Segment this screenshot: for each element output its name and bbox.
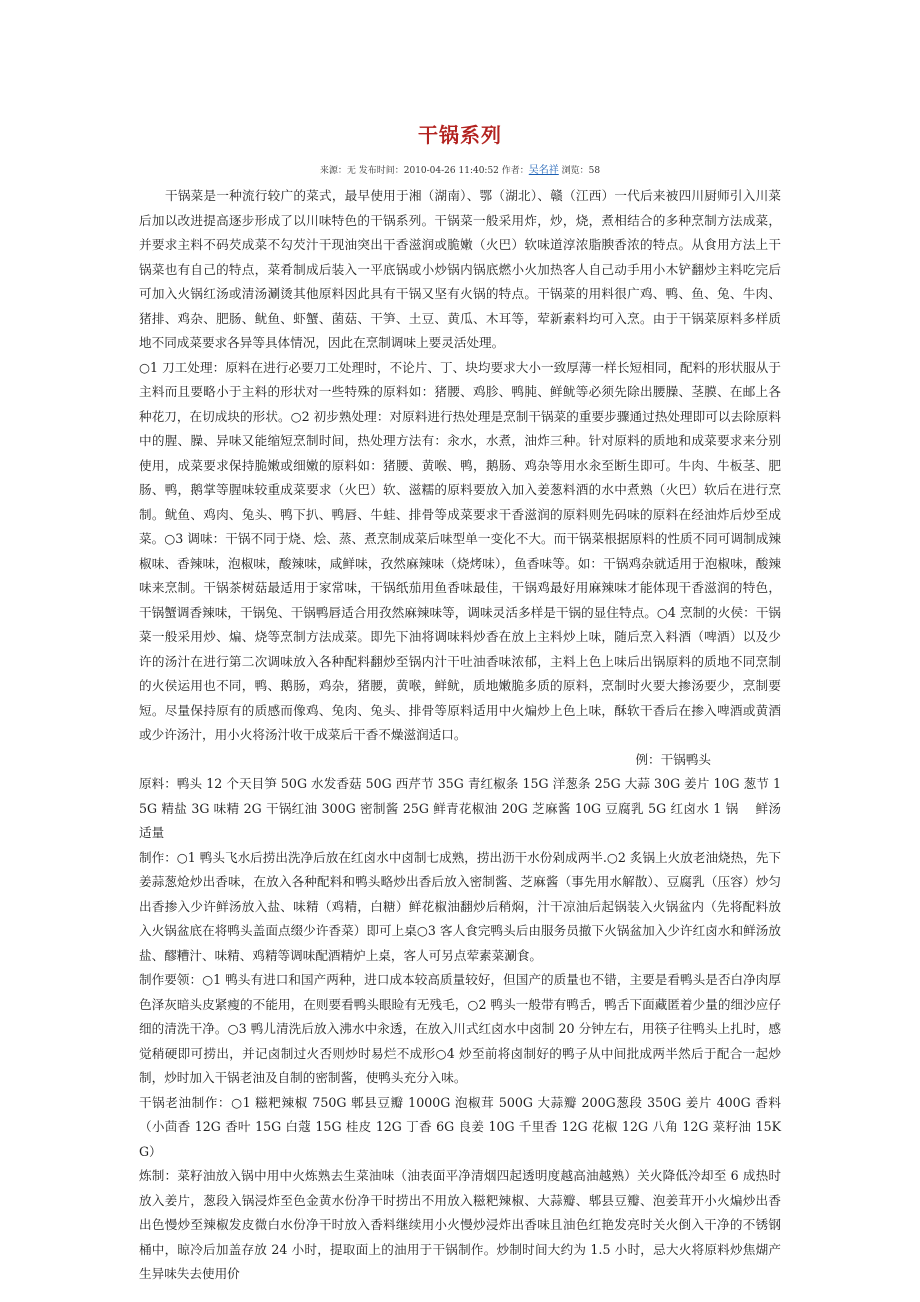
example-heading: 例：干锅鸭头: [635, 751, 711, 767]
oil-recipe-paragraph: 干锅老油制作：○1 糍粑辣椒 750G 郫县豆瓣 1000G 泡椒茸 500G 大蒜瓣 200G葱段 350G 姜片 400G 香料（小茴香 12G 香叶 15G 白蔻 15G 桂皮 12G 丁香 6G 良姜 10G 千里香 12G 花椒 12G 八角 12G 菜籽油 15KG）: [139, 1094, 781, 1159]
author-link[interactable]: 吴名祥: [528, 165, 559, 176]
method-paragraph: 制作：○1 鸭头飞水后捞出洗净后放在红卤水中卤制七成熟，捞出沥干水份剁成两半.○2 炙锅上火放老油烧热，先下姜蒜葱炝炒出香味，在放入各种配料和鸭头略炒出香后放入密制酱、芝麻酱（事先用水解散）、豆腐乳（压容）炒匀出香掺入少许鲜汤放入盐、味精（鸡精，白糖）鲜花椒油翻炒后稍焖，汁干凉油后起锅装入火锅盆内（先将配料放入火锅盆底在将鸭头盖面点缀少许香菜）即可上桌○3 客人食完鸭头后由服务员撤下火锅盆加入少许红卤水和鲜汤放盐、醪糟汁、味精、鸡精等调味配酒精炉上桌，客人可另点荤素菜涮食。: [139, 849, 781, 963]
intro-paragraph: 干锅菜是一种流行较广的菜式，最早使用于湘（湖南）、鄂（湖北）、赣（江西）一代后来被四川厨师引入川菜后加以改进提高逐步形成了以川味特色的干锅系列。干锅菜一般采用炸，炒，烧，煮相结合的多种烹制方法成菜，并要求主料不码芡成菜不勾芡汁干现油突出干香滋润或脆嫩（火巴）软味道淳浓脂腴香浓的特点。从食用方法上干锅菜也有自己的特点，菜肴制成后装入一平底锅或小炒锅内锅底燃小火加热客人自己动手用小木铲翻炒主料吃完后可加入火锅红汤或清汤涮烫其他原料因此具有干锅又坚有火锅的特点。干锅菜的用料很广鸡、鸭、鱼、兔、牛肉、猪排、鸡杂、肥肠、鱿鱼、虾蟹、菌菇、干笋、土豆、黄瓜、木耳等，荤新素料均可入烹。由于干锅菜原料多样质地不同成菜要求各异等具体情况，因此在烹制调味上要灵活处理。: [139, 188, 781, 350]
article-body: [139, 184, 781, 1287]
key-points-paragraph: 制作要领：○1 鸭头有进口和国产两种，进口成本较高质量较好，但国产的质量也不错，主要是看鸭头是否白净肉厚色泽灰暗头皮紧瘦的不能用，在则要看鸭头眼睑有无残毛，○2 鸭头一般带有鸭舌，鸭舌下面藏匿着少量的细沙应仔细的清洗干净。○3 鸭儿清洗后放入沸水中汆透，在放入川式红卤水中卤制 20 分钟左右，用筷子往鸭头上扎时，感觉稍硬即可捞出，并记卤制过火否则炒时易烂不成形○4 炒至前将卤制好的鸭子从中间批成两半然后于配合一起炒制，炒时加入干锅老油及自制的密制酱，使鸭头充分入味。: [139, 972, 781, 1085]
refining-paragraph: 炼制：菜籽油放入锅中用中火炼熟去生菜油味（油表面平净清烟四起透明度越高油越熟）关火降低冷却至 6 成热时放入姜片，葱段入锅浸炸至色金黄水份净干时捞出不用放入糍粑辣椒、大蒜瓣、郫县豆瓣、泡姜茸开小火煸炒出香出色慢炒至辣椒发皮微白水份净干时放入香料继续用小火慢炒浸炸出香味且油色红艳发亮时关火倒入干净的不锈钢桶中，晾冷后加盖存放 24 小时，提取面上的油用于干锅制作。炒制时间大约为 1.5 小时，忌大火将原料炒焦煳产生异味失去使用价: [139, 1168, 781, 1281]
meta-views: 浏览：58: [558, 166, 601, 176]
processing-paragraph: ○1 刀工处理：原料在进行必要刀工处理时，不论片、丁、块均要求大小一致厚薄一样长短相同，配料的形状服从于主料而且要略小于主料的形状对一些特殊的原料如：猪腰、鸡胗、鸭肫、鲜鱿等必须先除出腰臊、茎膜、在邮上各种花刀，在切成块的形状。○2 初步熟处理：对原料进行热处理是烹制干锅菜的重要步骤通过热处理即可以去除原料中的腥、臊、异味又能缩短烹制时间，热处理方法有：汆水，水煮，油炸三种。针对原料的质地和成菜要求来分别使用，成菜要求保持脆嫩或细嫩的原料如：猪腰、黄喉、鸭，鹅肠、鸡杂等用水汆至断生即可。牛肉、牛板茎、肥肠、鸭，鹅掌等腥味较重成菜要求（火巴）软、滋糯的原料要放入加入姜葱料酒的水中煮熟（火巴）软后在进行烹制。鱿鱼、鸡肉、兔头、鸭下扒、鸭唇、牛蛙、排骨等成菜要求干香滋润的原料则先码味的原料在经油炸后炒至成菜。○3 调味：干锅不同于烧、烩、蒸、煮烹制成菜后味型单一变化不大。而干锅菜根据原料的性质不同可调制成辣椒味、香辣味，泡椒味，酸辣味，咸鲜味，孜然麻辣味（烧烤味），鱼香味等。如：干锅鸡杂就适用于泡椒味，酸辣味来烹制。干锅茶树菇最适用于家常味，干锅纸茄用鱼香味最佳，干锅鸡最好用麻辣味才能体现干香滋润的特色，干锅蟹调香辣味，干锅兔、干锅鸭唇适合用孜然麻辣味等，调味灵活多样是干锅的显住特点。○4 烹制的火侯：干锅菜一般采用炒、煸、烧等烹制方法成菜。即先下油将调味料炒香在放上主料炒上味，随后烹入料酒（啤酒）以及少许的汤汁在进行第二次调味放入各种配料翻炒至锅内汁干吐油香味浓郁，主料上色上味后出锅原料的质地不同烹制的火侯运用也不同，鸭、鹅肠，鸡杂，猪腰，黄喉，鲜鱿，质地嫩脆多质的原料，烹制时火要大掺汤要少，烹制要短。尽量保持原有的质感而像鸡、兔肉、兔头、排骨等原料适用中火煸炒上色上味，酥软干香后在掺入啤酒或黄酒或少许汤汁，用小火将汤汁收干成菜后干香不燥滋润适口。: [139, 359, 781, 742]
article-meta: [0, 163, 920, 179]
page-title: 干锅系列: [418, 123, 502, 147]
ingredients-paragraph: 原料：鸭头 12 个天目笋 50G 水发香菇 50G 西芹节 35G 青红椒条 15G 洋葱条 25G 大蒜 30G 姜片 10G 葱节 15G 精盐 3G 味精 2G 干锅红油 300G 密制酱 25G 鲜青花椒油 20G 芝麻酱 10G 豆腐乳 5G 红卤水 1 锅 鲜汤适量: [139, 776, 781, 840]
meta-source-date: 来源：无 发布时间：2010-04-26 11:40:52 作者：: [319, 166, 529, 176]
